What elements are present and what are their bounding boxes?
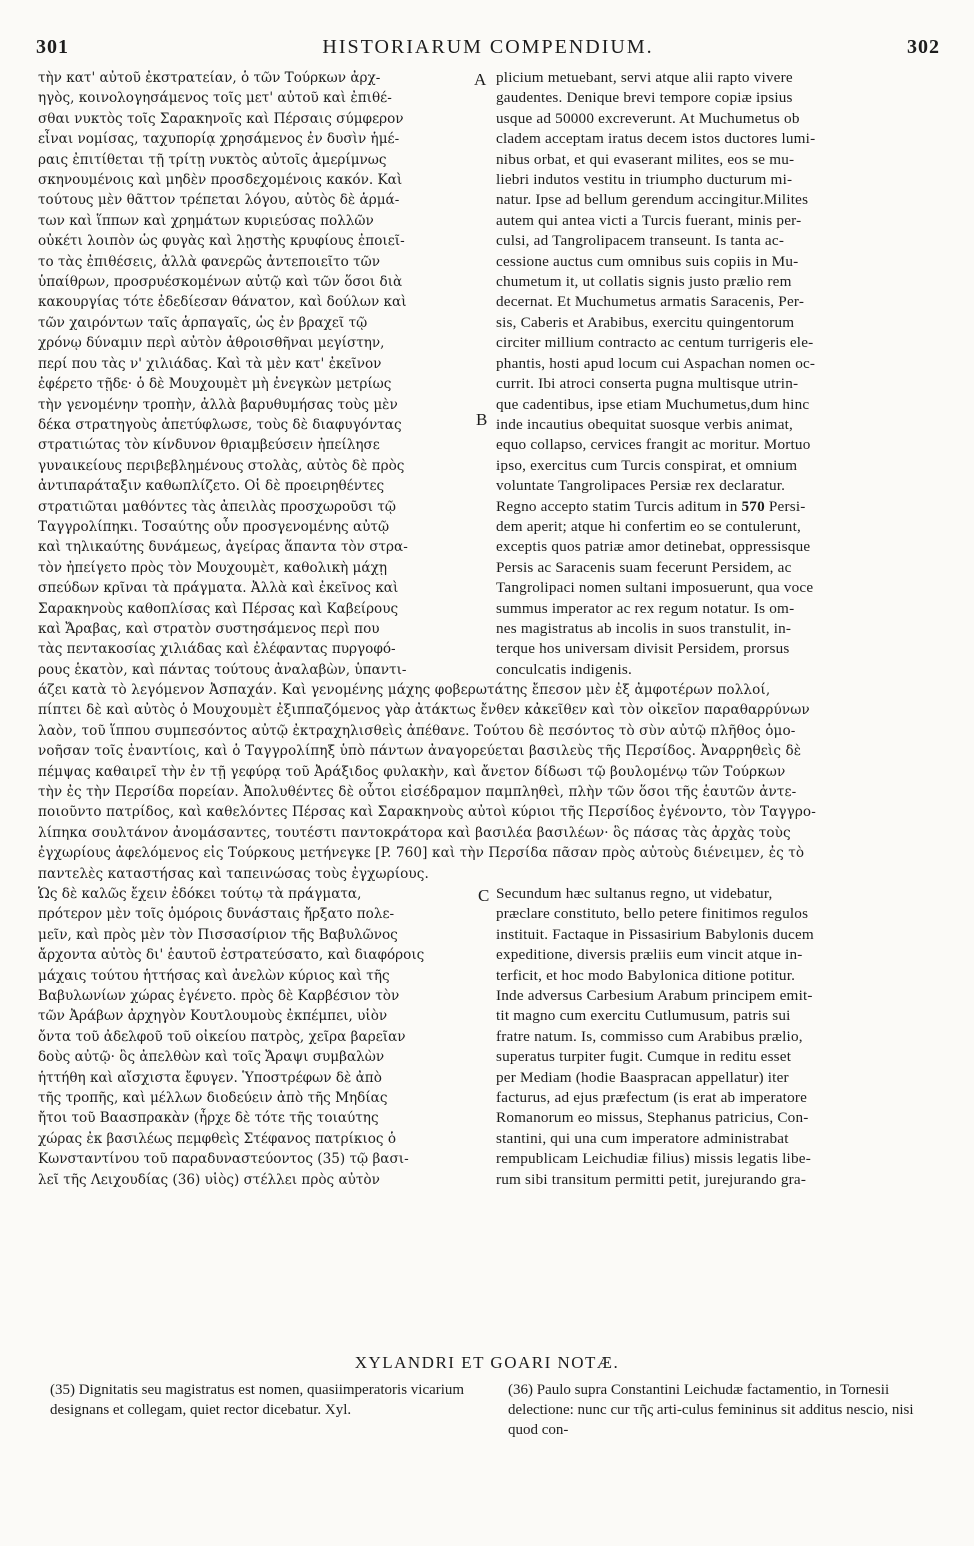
- greek-column-bottom: [38, 884, 470, 1190]
- greek-text-line: ἀντιπαράταξιν καθωπλίζετο. Οἱ δὲ προειρηθέντες: [38, 478, 385, 495]
- margin-marker-c: C: [478, 886, 490, 905]
- latin-text-line: autem qui antea victi a Turcis fuerant, minis per-: [496, 211, 802, 229]
- bold-page-number: 570: [737, 497, 769, 515]
- greek-text-line: των καὶ ἵππων καὶ χρημάτων κυριεύσας πολλῶν: [38, 212, 374, 229]
- latin-text-line: inde incautius obequitat suosque verbis animat,: [496, 415, 794, 433]
- greek-text-line: άζει κατὰ τὸ λεγόμενον Ἀσπαχάν. Καὶ γενομένης μάχης φοβερωτάτης ἔπεσον μὲν ἐξ ἀμφοτέρων πολλοί,: [38, 682, 771, 698]
- greek-text-line: χρόνῳ δύναμιν περὶ αὐτὸν ἀθροισθῆναι μεγίστην,: [38, 335, 385, 352]
- greek-text-line: Βαβυλωνίων χώρας ἐγένετο. πρὸς δὲ Καρβέσιον τὸν: [38, 988, 400, 1005]
- latin-text-line: Inde adversus Carbesium Arabum principem emit-: [496, 987, 813, 1005]
- latin-text-line: cladem acceptam iratus decem istos ductores lumi-: [496, 130, 816, 148]
- latin-text-line: chumetum it, ut collatis signis justo prælio rem: [496, 273, 792, 291]
- greek-text-line: παντελὲς καταστήσας καὶ ταπεινώσας τοὺς ἐγχωρίους.: [38, 865, 429, 882]
- latin-text-line: Regno accepto statim Turcis aditum in 570 Persi-: [496, 497, 806, 515]
- greek-text-line: τὴν κατ' αὐτοῦ ἐκστρατείαν, ὁ τῶν Τούρκων ἀρχ-: [38, 70, 381, 86]
- greek-text-line: σκηνουμένοις καὶ μηδὲν προσδεχομένοις κακόν. Καὶ: [38, 172, 403, 189]
- note-line: et rector dicebatur. Xyl.: [209, 1402, 352, 1418]
- greek-text-line: τούτους μὲν θᾶττον τρέπεται λόγου, αὐτὸς δὲ ἁρμά-: [38, 192, 400, 209]
- latin-text-line: Tangrolipaci nomen sultani imposuerunt, qua voce: [496, 579, 814, 597]
- latin-text-line: superatus turpiter fugit. Cumque in reditu esset: [496, 1048, 792, 1066]
- latin-text-line: Romanorum eo missus, Stephanus patricius, Con-: [496, 1109, 809, 1127]
- greek-text-line: Ὡς δὲ καλῶς ἔχειν ἐδόκει τούτῳ τὰ πράγματα,: [38, 886, 362, 902]
- latin-text-line: circiter millium contracto ac centum turrigeris ele-: [496, 334, 814, 352]
- note-line: (36) Paulo supra Constantini Leichudæ facta: [508, 1382, 776, 1398]
- greek-text-line: τῆς τροπῆς, καὶ μέλλων διοδεύειν ἀπὸ τῆς Μηδίας: [38, 1090, 388, 1107]
- page-number-left: 301: [36, 36, 69, 58]
- greek-text-line: πίπτει δὲ καὶ αὐτὸς ὁ Μουχουμὲτ ἐξιππαζόμενος γὰρ ἀτάκτως ἔνθεν κἀκεῖθεν καὶ τὸν οἰκεῖον παραθαρρύνων: [38, 702, 810, 719]
- margin-marker-a: A: [474, 70, 487, 89]
- greek-text-line: ποιοῦντο πατρίδος, καὶ καθελόντες Πέρσας καὶ Σαρακηνοὺς αὐτοὶ κύριοι τῆς Περσίδος ἐγένοντο, τὸν Ταγγρο-: [38, 804, 816, 821]
- greek-text-line: νοῆσαν τοῖς ἐναντίοις, καὶ ὁ Ταγγρολίπηξ ὑπὸ πάντων ἀναγορεύεται βασιλεὺς τῆς Περσίδος. Ἀναρρηθεὶς δὲ: [38, 743, 802, 760]
- latin-text-line: nibus orbat, et qui evaserant milites, eos se mu-: [496, 150, 795, 168]
- latin-text-line: phantis, hosti apud locum cui Aspachan nomen oc-: [496, 354, 816, 372]
- latin-column-top: [496, 68, 940, 680]
- latin-text-line: præclare constituto, bello petere finitimos regulos: [496, 905, 809, 923]
- greek-text-line: ἐγχωρίους ἀφελόμενος εἰς Τούρκους μετήνεγκε [P. 760] καὶ τὴν Περσίδα πᾶσαν πρὸς αὐτοὺς διένειμεν, ἐς τὸ: [38, 845, 805, 862]
- running-title: HISTORIARUM COMPENDIUM.: [322, 36, 654, 58]
- latin-text-line: natur. Ipse ad bellum gerendum accingitur.Milites: [496, 191, 809, 209]
- page-header: [36, 36, 940, 64]
- note-line: imperatoris vicarium designans et collegam, qui: [50, 1382, 465, 1418]
- greek-column-top: [38, 68, 470, 680]
- latin-text-line: Persis ac Saracenis suam fecerunt Persidem, ac: [496, 558, 792, 576]
- greek-text-line: πέμψας καθαιρεῖ τὴν ἐν τῇ γεφύρᾳ τοῦ Ἀράξιδος φυλακὴν, καὶ ἄνετον δίδωσι τῷ βουλομένῳ τῶν Τούρκων: [38, 763, 786, 780]
- latin-text-line: rum sibi transitum permitti petit, jurejurando gra-: [496, 1170, 807, 1188]
- latin-text-line: fratre natum. Is, commisso cum Arabibus prælio,: [496, 1027, 803, 1045]
- latin-text-line: expeditione, diversis præliis eum vincit atque in-: [496, 946, 803, 964]
- latin-text-line: terque hos universam divisit Persidem, prorsus: [496, 640, 790, 658]
- note-line: (35) Dignitatis seu magistratus est nomen, quasi: [50, 1382, 339, 1398]
- greek-text-line: ἄρχοντα αὐτὸς δι' ἑαυτοῦ ἐστρατεύσατο, καὶ διαφόροις: [38, 947, 425, 964]
- latin-text-line: voluntate Tangrolipaces Persiæ rex declaratur.: [496, 477, 786, 495]
- greek-text-line: στρατιῶται μαθόντες τὰς ἀπειλὰς προσχωροῦσι τῷ: [38, 498, 396, 515]
- notes-title: XYLANDRI ET GOARI NOTÆ.: [354, 1353, 620, 1372]
- latin-text-line: facturus, ad ejus præfectum (is erat ab imperatore: [496, 1089, 808, 1107]
- greek-text-line: μάχαις τούτου ἡττήσας καὶ ἀνελὼν κύριος καὶ τῆς: [38, 967, 390, 984]
- latin-text-line: usque ad 50000 excreverunt. At Muchumetus ob: [496, 109, 800, 127]
- greek-text-line: ραις ἐπιτίθεται τῇ τρίτῃ νυκτὸς αὐτοῖς ἀμερίμνως: [38, 151, 387, 168]
- latin-text-line: dem aperit; atque hi confertim eo se contulerunt,: [496, 517, 802, 535]
- latin-text-line: stantini, qui una cum imperatore administrabat: [496, 1129, 789, 1147]
- greek-text-line: Ταγγρολίπηκι. Τοσαύτης οὖν προσγενομένης αὐτῷ: [38, 518, 390, 535]
- greek-text-line: τὸν ἠπείγετο πρὸς τὸν Μουχουμὲτ, καθολικὴ μάχῃ: [38, 559, 387, 576]
- greek-text-line: μεῖν, καὶ πρὸς μὲν τὸν Πισσασίριον τῆς Βαβυλῶνος: [38, 926, 398, 943]
- greek-text-line: στρατιώτας τὸν κίνδυνον θριαμβεύσειν ἠπείλησε: [38, 437, 380, 454]
- latin-text-line: conculcatis indigenis.: [496, 660, 632, 678]
- greek-text-line: το τὰς ἐπιθέσεις, ἀλλὰ φανερῶς ἀντεποιεῖτο τῶν: [38, 253, 381, 270]
- note-line: mentio, in Tornesii delectione: nunc cur τῆς arti-: [508, 1382, 890, 1418]
- greek-text-line: ἐφέρετο τῇδε· ὁ δὲ Μουχουμὲτ μὴ ἐνεγκὼν μετρίως: [38, 376, 392, 393]
- greek-text-line: πρότερον μὲν τοῖς ὁμόροις δυνάσταις ἤρξατο πολε-: [38, 906, 395, 923]
- greek-text-line: ἤτοι τοῦ Βαασπρακὰν (ἦρχε δὲ τότε τῆς τοιαύτης: [38, 1110, 379, 1127]
- greek-text-line: τὰς πεντακοσίας χιλιάδας καὶ ἐλέφαντας πυργοφό-: [38, 641, 396, 658]
- greek-text-line: ὑπαίθρων, προσρυέσκομένων αὐτῷ καὶ τῶν ὅσοι διὰ: [38, 274, 403, 291]
- latin-text-line: plicium metuebant, servi atque alii rapto vivere: [496, 69, 793, 86]
- latin-text-line: ipso, exercitus cum Turcis conspirat, et omnium: [496, 456, 798, 474]
- greek-text-line: τῶν Ἀράβων ἀρχηγὸν Κουτλουμοὺς ἐκπέμπει, υἱὸν: [38, 1008, 388, 1025]
- greek-text-line: οὐκέτι λοιπὸν ὡς φυγὰς καὶ λῃστὴς κρυφίους ἐποιεῖ-: [38, 233, 405, 250]
- latin-text-line: tit magno cum exercitu Cutlumusum, patris sui: [496, 1007, 791, 1025]
- latin-text-line: que cadentibus, ipse etiam Muchumetus,dum hinc: [496, 395, 810, 413]
- greek-text-line: τὴν γενομένην τροπὴν, ἀλλὰ βαρυθυμήσας τοὺς μὲν: [38, 396, 398, 413]
- greek-text-line: λίπηκα σουλτάνον ἀνομάσαντες, τουτέστι παντοκράτορα καὶ βασιλέα βασιλέων· ὃς πάσας τὰς ἀρχὰς τοὺς: [38, 824, 791, 841]
- latin-text-line: instituit. Factaque in Pissasirium Babylonis ducem: [496, 925, 814, 943]
- latin-text-line: currit. Ibi atroci conserta pugna multisque utrin-: [496, 375, 799, 393]
- note-left: [50, 1380, 470, 1420]
- margin-marker-b: B: [476, 410, 488, 429]
- greek-text-line: δοὺς αὐτῷ· ὃς ἀπελθὼν καὶ τοῖς Ἄραψι συμβαλὼν: [38, 1049, 385, 1066]
- greek-paragraph-wide: [38, 680, 940, 884]
- greek-text-line: τὴν ἐς τὴν Περσίδα πορείαν. Ἀπολυθέντες δὲ οὗτοι εἰσέδραμον παμπληθεὶ, πλὴν τῶν ὅσοι τῆς ἑαυτῶν ἀντε-: [38, 784, 797, 801]
- latin-text-line: terficit, et hoc modo Babylonica ditione potitur.: [496, 966, 796, 984]
- note-right: [508, 1380, 940, 1440]
- note-line: culus femininus sit additus nescio, nisi quod con-: [508, 1402, 914, 1438]
- greek-text-line: σθαι νυκτὸς τοῖς Σαρακηνοῖς καὶ Πέρσαις σύμφερον: [38, 110, 404, 127]
- greek-text-line: λαὸν, τοῦ ἵππου συμπεσόντος αὐτῷ ἐκτραχηλισθεὶς ἀπέθανε. Τούτου δὲ πεσόντος τὸ σὺν αὐτῷ πλῆθος ὁμο-: [38, 722, 796, 739]
- latin-text-line: gaudentes. Denique brevi tempore copiæ ipsius: [496, 89, 793, 107]
- greek-text-line: τῶν χαιρόντων ταῖς ἁρπαγαῖς, ὡς ἐν βραχεῖ τῷ: [38, 314, 368, 331]
- latin-text-line: nes magistratus ab incolis in suos transtulit, in-: [496, 619, 792, 637]
- latin-text-line: liebri indutos vestitu in triumpho ducturum mi-: [496, 171, 793, 189]
- greek-text-line: καὶ τηλικαύτης δυνάμεως, ἀγείρας ἅπαντα τὸν στρα-: [38, 539, 408, 556]
- latin-text-line: culsi, ad Tangrolipacem transeunt. Is tanta ac-: [496, 232, 785, 250]
- latin-text-line: rempublicam Leichudiæ filius) missis legatis libe-: [496, 1150, 811, 1168]
- greek-text-line: ηγὸς, κοινολογησάμενος τοῖς μετ' αὐτοῦ καὶ ἐπιθέ-: [38, 90, 392, 107]
- page-number-right: 302: [907, 36, 940, 58]
- latin-text-line: decernat. Et Muchumetus armatis Saracenis, Per-: [496, 293, 805, 311]
- latin-column-bottom: [496, 884, 940, 1190]
- latin-text-line: equo collapso, cervices frangit ac moritur. Mortuo: [496, 436, 811, 454]
- greek-text-line: καὶ Ἄραβας, καὶ στρατὸν συστησάμενος περὶ που: [38, 620, 380, 637]
- greek-text-line: Σαρακηνοὺς καθοπλίσας καὶ Πέρσας καὶ Καβείρους: [38, 600, 399, 617]
- greek-text-line: Κωνσταντίνου τοῦ παραδυναστεύοντος (35) τῷ βασι-: [38, 1151, 409, 1168]
- greek-text-line: κακουργίας τότε ἐδεδίεσαν θάνατον, καὶ δούλων καὶ: [38, 294, 407, 311]
- greek-text-line: περί που τὰς ν' χιλιάδας. Καὶ τὰ μὲν κατ' ἐκεῖνον: [38, 355, 382, 372]
- greek-text-line: εἶναι νομίσας, ταχυπορίᾳ χρησάμενος ἐν δυσὶν ἡμέ-: [38, 131, 400, 148]
- greek-text-line: ἡττήθη καὶ αἴσχιστα ἔφυγεν. Ὑποστρέφων δὲ ἀπὸ: [38, 1069, 382, 1086]
- latin-text-line: exceptis quos patriæ amor detinebat, oppressisque: [496, 538, 811, 556]
- latin-text-line: per Mediam (hodie Baaspracan appellatur) iter: [496, 1068, 789, 1086]
- greek-text-line: δέκα στρατηγοὺς ἀπετύφλωσε, τοὺς δὲ διαφυγόντας: [38, 416, 402, 433]
- latin-line-tail: Persi-: [768, 497, 806, 515]
- latin-text-line: cessione auctus cum omnibus suis copiis in Mu-: [496, 252, 799, 270]
- greek-text-line: λεῖ τῆς Λειχουδίας (36) υἱὸς) στέλλει πρὸς αὐτὸν: [38, 1171, 380, 1188]
- greek-text-line: σπεύδων κρῖναι τὰ πράγματα. Ἀλλὰ καὶ ἐκεῖνος καὶ: [38, 580, 399, 597]
- latin-text-line: Secundum hæc sultanus regno, ut videbatur,: [496, 885, 773, 902]
- greek-text-line: χώρας ἐκ βασιλέως πεμφθεὶς Στέφανος πατρίκιος ὁ: [38, 1130, 397, 1147]
- greek-text-line: ρους ἑκατὸν, καὶ πάντας τούτους ἀναλαβὼν, ὑπαντι-: [38, 661, 407, 678]
- latin-text-line: summus imperator ac rex regum notatur. Is om-: [496, 599, 795, 617]
- greek-text-line: γυναικείους περιβεβλημένους στολὰς, αὐτὸς δὲ πρὸς: [38, 457, 405, 474]
- latin-text-line: sis, Caberis et Arabibus, exercitu quingentorum: [496, 313, 795, 331]
- greek-text-line: ὄντα τοῦ ἀδελφοῦ τοῦ οἰκείου πατρὸς, χεῖρα βαρεῖαν: [38, 1028, 406, 1045]
